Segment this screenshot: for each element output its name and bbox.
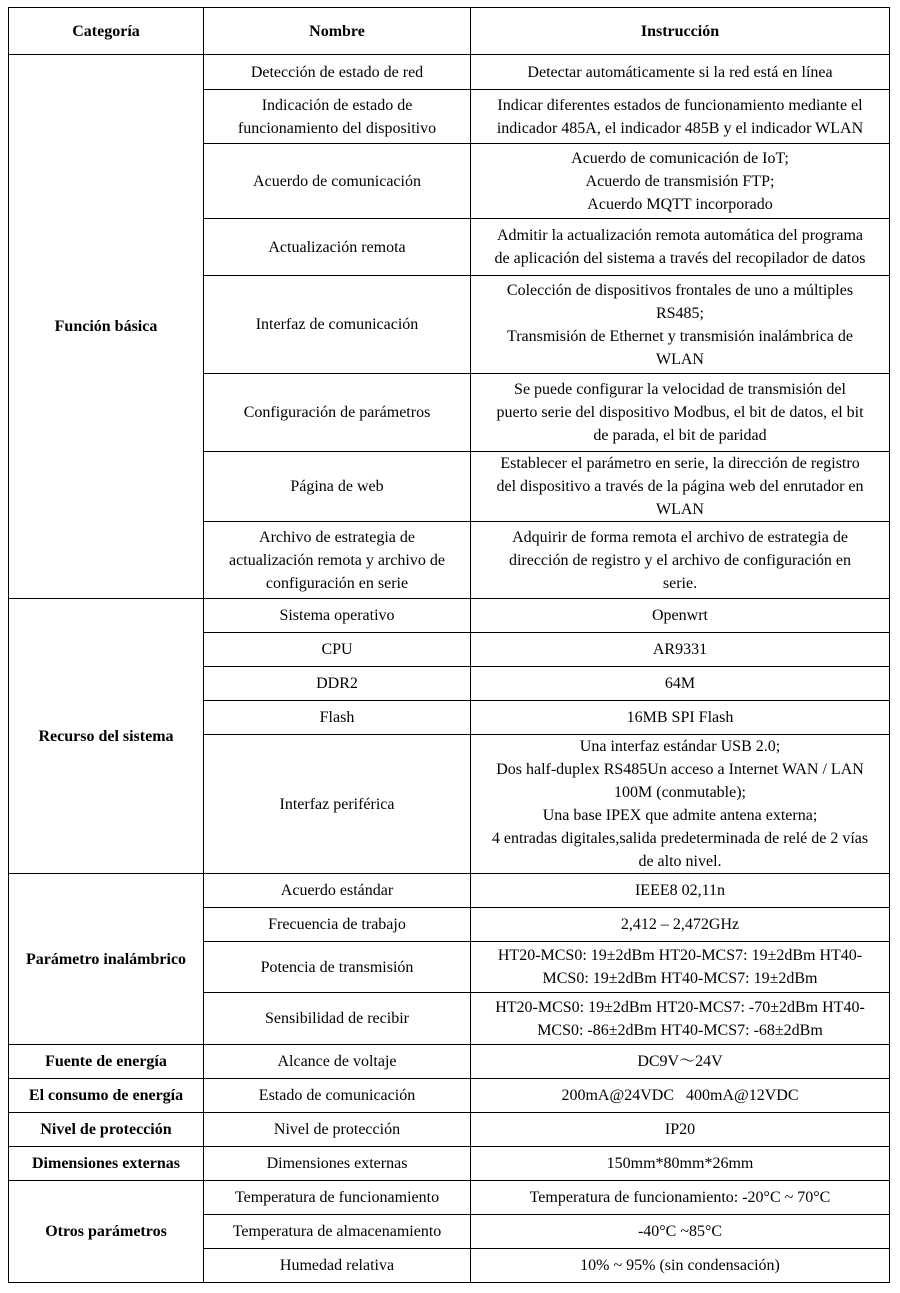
name-line: Temperatura de funcionamiento	[234, 1189, 440, 1206]
instruction-line: HT20-MCS0: 19±2dBm HT20-MCS7: 19±2dBm HT40-	[497, 947, 863, 964]
instruction-cell	[471, 667, 890, 701]
instruction-cell	[471, 374, 890, 452]
instruction-line: serie.	[662, 574, 698, 592]
name-cell	[204, 1249, 471, 1283]
instruction-cell	[471, 942, 890, 993]
instruction-line: 2,412 – 2,472GHz	[620, 916, 740, 933]
name-cell	[204, 276, 471, 374]
name-cell	[204, 735, 471, 874]
instruction-cell	[471, 219, 890, 276]
instruction-cell	[471, 599, 890, 633]
instruction-line: Temperatura de funcionamiento: -20°C ~ 70°C	[529, 1189, 831, 1206]
instruction-line: Acuerdo MQTT incorporado	[587, 195, 773, 213]
name-cell	[204, 144, 471, 219]
name-cell	[204, 374, 471, 452]
name-line: Página de web	[290, 478, 384, 495]
name-line: Actualización remota	[268, 238, 406, 256]
name-line: Acuerdo estándar	[280, 882, 394, 899]
spec-table	[8, 7, 890, 1283]
instruction-line: puerto serie del dispositivo Modbus, el bit de datos, el bit	[496, 404, 864, 421]
name-line: Dimensiones externas	[266, 1155, 408, 1172]
name-cell	[204, 1045, 471, 1079]
category-cell: Función básica	[9, 55, 204, 599]
instruction-cell	[471, 55, 890, 90]
name-cell	[204, 55, 471, 90]
category-cell: Parámetro inalámbrico	[9, 874, 204, 1045]
name-line: Frecuencia de trabajo	[268, 916, 406, 933]
instruction-line: DC9V～24V	[637, 1053, 723, 1070]
name-line: configuración en serie	[265, 574, 409, 592]
name-line: Acuerdo de comunicación	[253, 172, 421, 190]
instruction-line: del dispositivo a través de la página web del enrutador en	[496, 478, 864, 495]
instruction-cell	[471, 1249, 890, 1283]
name-line: funcionamiento del dispositivo	[237, 119, 437, 137]
instruction-line: Colección de dispositivos frontales de uno a múltiples	[506, 281, 854, 299]
instruction-line: Se puede configurar la velocidad de transmisión del	[514, 381, 846, 398]
instruction-line: RS485;	[655, 304, 704, 322]
table-body	[9, 55, 890, 1283]
name-line: CPU	[321, 641, 353, 658]
name-line: Sensibilidad de recibir	[265, 1010, 409, 1027]
instruction-line: 4 entradas digitales,salida predeterminada de relé de 2 vías	[491, 830, 869, 847]
instruction-line: dirección de registro y el archivo de configuración en	[508, 551, 852, 569]
name-line: Interfaz de comunicación	[255, 316, 419, 333]
category-cell: Dimensiones externas	[9, 1147, 204, 1181]
table-row	[9, 599, 890, 633]
name-cell	[204, 599, 471, 633]
instruction-cell	[471, 452, 890, 522]
name-cell	[204, 1113, 471, 1147]
name-line: Potencia de transmisión	[260, 958, 414, 976]
instruction-line: de alto nivel.	[638, 853, 722, 870]
name-line: Indicación de estado de	[261, 96, 413, 114]
table-row	[9, 1181, 890, 1215]
category-cell: Nivel de protección	[9, 1113, 204, 1147]
table-row	[9, 55, 890, 90]
instruction-cell	[471, 701, 890, 735]
instruction-line: Acuerdo de transmisión FTP;	[585, 172, 775, 190]
name-cell	[204, 667, 471, 701]
name-cell	[204, 1181, 471, 1215]
instruction-line: Establecer el parámetro en serie, la dirección de registro	[500, 455, 860, 472]
name-line: Detección de estado de red	[250, 63, 424, 81]
name-cell	[204, 633, 471, 667]
name-cell	[204, 1079, 471, 1113]
instruction-line: MCS0: -86±2dBm HT40-MCS7: -68±2dBm	[537, 1021, 823, 1039]
instruction-line: 100M (conmutable);	[614, 784, 746, 801]
instruction-line: WLAN	[656, 350, 704, 368]
instruction-line: AR9331	[652, 641, 708, 658]
category-cell: Otros parámetros	[9, 1181, 204, 1283]
instruction-cell	[471, 522, 890, 599]
instruction-line: de parada, el bit de paridad	[593, 427, 767, 444]
instruction-line: Una interfaz estándar USB 2.0;	[579, 738, 781, 755]
instruction-cell	[471, 1215, 890, 1249]
header-nombre: Nombre	[204, 8, 471, 55]
instruction-cell	[471, 633, 890, 667]
name-cell	[204, 1215, 471, 1249]
name-line: DDR2	[316, 675, 358, 692]
instruction-line: 10% ~ 95% (sin condensación)	[580, 1257, 780, 1274]
instruction-line: IP20	[664, 1121, 696, 1138]
table-row	[9, 1147, 890, 1181]
name-cell	[204, 942, 471, 993]
instruction-line: Transmisión de Ethernet y transmisión inalámbrica de	[506, 327, 853, 345]
name-cell	[204, 219, 471, 276]
instruction-cell	[471, 90, 890, 144]
header-categoria: Categoría	[9, 8, 204, 55]
name-cell	[204, 522, 471, 599]
instruction-line: -40°C ~85°C	[637, 1223, 723, 1240]
instruction-line: IEEE8 02,11n	[634, 882, 726, 899]
header-row	[9, 8, 890, 55]
instruction-line: de aplicación del sistema a través del recopilador de datos	[494, 250, 866, 267]
name-line: Configuración de parámetros	[243, 404, 431, 421]
instruction-cell	[471, 1147, 890, 1181]
name-line: Interfaz periférica	[279, 795, 395, 813]
name-line: Humedad relativa	[279, 1257, 395, 1274]
instruction-cell	[471, 1181, 890, 1215]
instruction-line: Admitir la actualización remota automática del programa	[496, 227, 864, 244]
instruction-line: 64M	[664, 675, 696, 692]
name-line: Archivo de estrategia de	[259, 528, 415, 546]
name-line: Nivel de protección	[273, 1121, 401, 1138]
name-line: Flash	[319, 709, 355, 726]
instruction-cell	[471, 993, 890, 1045]
name-cell	[204, 993, 471, 1045]
name-cell	[204, 452, 471, 522]
instruction-line: Detectar automáticamente si la red está en línea	[527, 63, 833, 81]
instruction-line: 200mA@24VDC 400mA@12VDC	[561, 1087, 799, 1104]
category-cell: Recurso del sistema	[9, 599, 204, 874]
header-instruccion: Instrucción	[471, 8, 890, 55]
category-cell: El consumo de energía	[9, 1079, 204, 1113]
instruction-cell	[471, 735, 890, 874]
table-row	[9, 1113, 890, 1147]
category-cell: Fuente de energía	[9, 1045, 204, 1079]
name-cell	[204, 90, 471, 144]
name-line: Estado de comunicación	[258, 1087, 416, 1104]
instruction-line: 150mm*80mm*26mm	[606, 1155, 754, 1172]
table-row	[9, 1045, 890, 1079]
name-cell	[204, 1147, 471, 1181]
instruction-line: WLAN	[656, 501, 704, 518]
instruction-cell	[471, 874, 890, 908]
name-cell	[204, 908, 471, 942]
instruction-line: Adquirir de forma remota el archivo de estrategia de	[512, 528, 848, 546]
instruction-line: Openwrt	[652, 607, 708, 624]
instruction-line: indicador 485A, el indicador 485B y el indicador WLAN	[496, 119, 864, 137]
name-line: actualización remota y archivo de	[229, 551, 445, 569]
instruction-line: 16MB SPI Flash	[626, 709, 734, 726]
table-row	[9, 874, 890, 908]
instruction-line: MCS0: 19±2dBm HT40-MCS7: 19±2dBm	[542, 970, 818, 987]
instruction-cell	[471, 1113, 890, 1147]
name-cell	[204, 874, 471, 908]
name-line: Sistema operativo	[279, 607, 395, 624]
name-cell	[204, 701, 471, 735]
instruction-cell	[471, 908, 890, 942]
instruction-line: HT20-MCS0: 19±2dBm HT20-MCS7: -70±2dBm HT40-	[495, 998, 865, 1016]
name-line: Alcance de voltaje	[277, 1053, 397, 1070]
instruction-cell	[471, 1079, 890, 1113]
instruction-line: Dos half-duplex RS485Un acceso a Internet WAN / LAN	[496, 761, 864, 778]
instruction-cell	[471, 276, 890, 374]
instruction-cell	[471, 1045, 890, 1079]
name-line: Temperatura de almacenamiento	[232, 1223, 442, 1240]
instruction-cell	[471, 144, 890, 219]
instruction-line: Indicar diferentes estados de funcionamiento mediante el	[497, 96, 863, 114]
instruction-line: Acuerdo de comunicación de IoT;	[571, 149, 789, 167]
instruction-line: Una base IPEX que admite antena externa;	[542, 807, 818, 824]
table-row	[9, 1079, 890, 1113]
